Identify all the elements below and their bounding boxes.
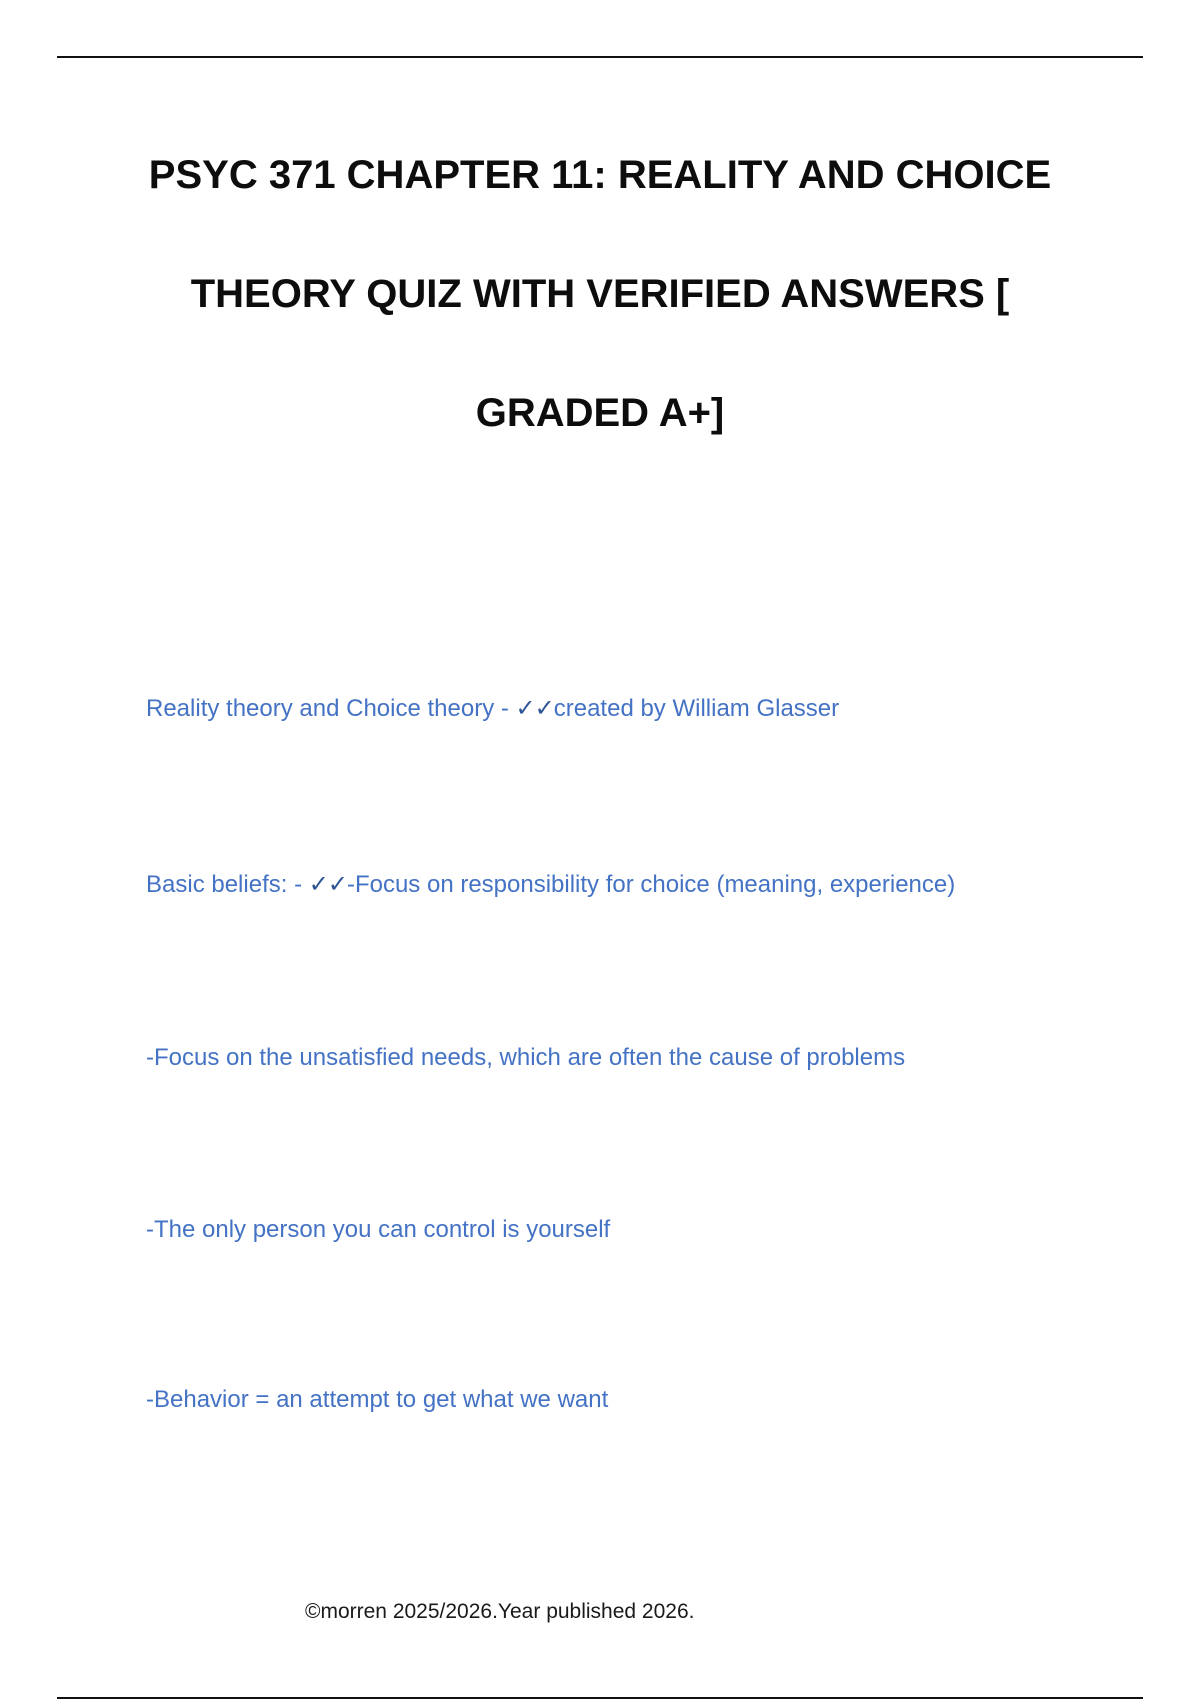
belief-line-behavior: -Behavior = an attempt to get what we want: [146, 1386, 609, 1413]
belief-line-unsatisfied-needs: -Focus on the unsatisfied needs, which are often the cause of problems: [146, 1044, 906, 1071]
qa-answer: -Focus on responsibility for choice (meaning, experience): [346, 871, 956, 898]
double-check-icon: ✓✓: [308, 870, 347, 898]
document-title: [0, 140, 1200, 497]
title-line-2: THEORY QUIZ WITH VERIFIED ANSWERS [: [190, 272, 1010, 316]
title-line-3: GRADED A+]: [475, 391, 725, 435]
copyright-footer: ©morren 2025/2026.Year published 2026.: [305, 1600, 695, 1623]
footer-rule: [57, 1697, 1143, 1699]
header-rule: [57, 56, 1143, 58]
qa-term: Reality theory and Choice theory -: [146, 695, 516, 722]
qa-answer: created by William Glasser: [553, 695, 840, 722]
title-line-1: PSYC 371 CHAPTER 11: REALITY AND CHOICE: [148, 153, 1052, 197]
qa-entry-reality-choice: [146, 692, 839, 725]
qa-entry-basic-beliefs: [146, 868, 955, 901]
double-check-icon: ✓✓: [515, 694, 554, 722]
qa-term: Basic beliefs: -: [146, 871, 309, 898]
belief-line-control-yourself: -The only person you can control is yourself: [146, 1216, 611, 1243]
